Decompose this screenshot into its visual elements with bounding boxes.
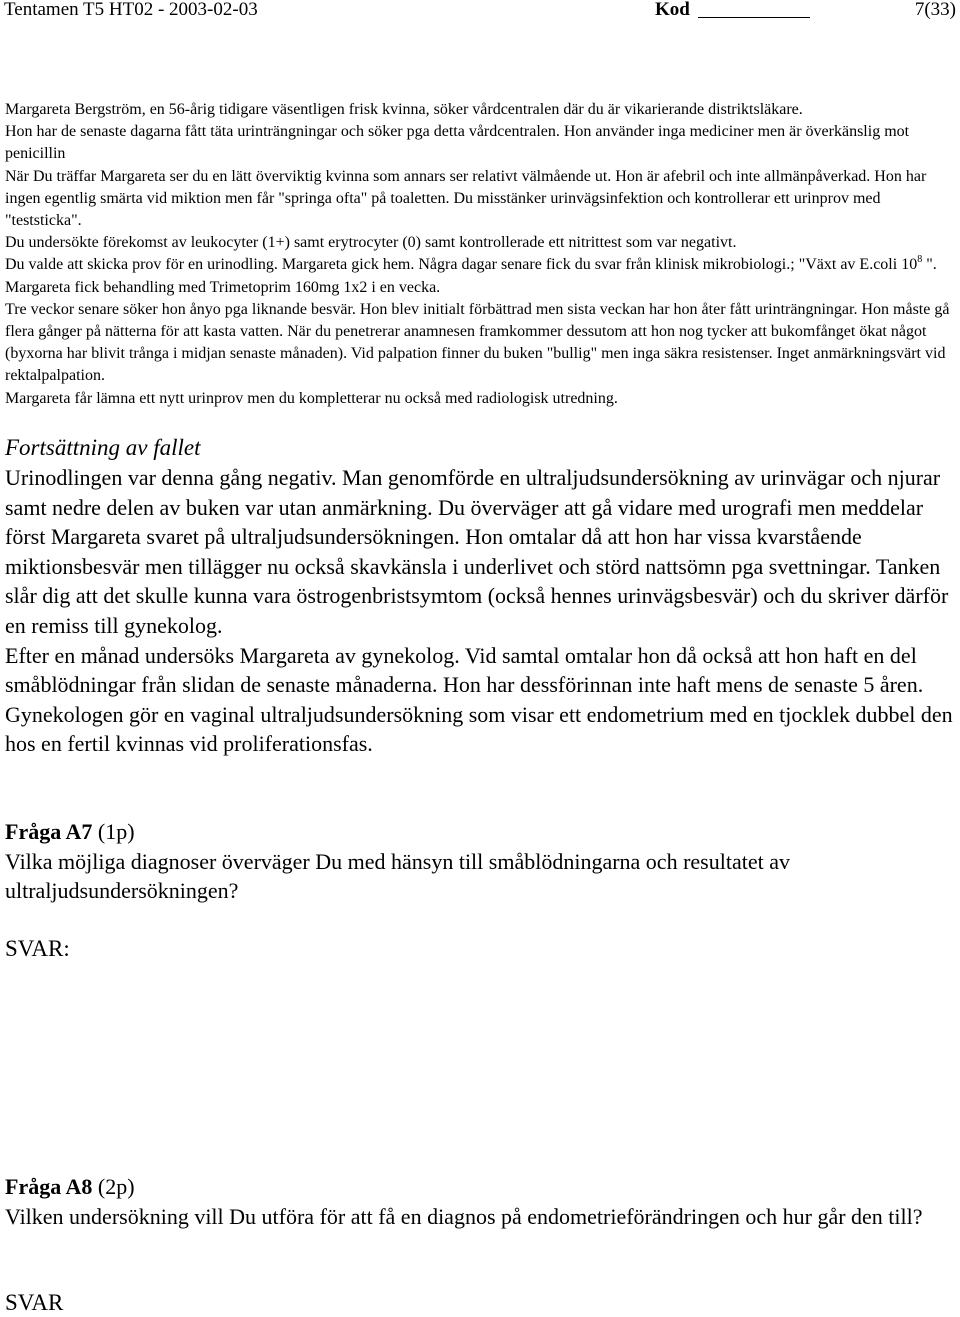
kod-blank-line: [698, 17, 810, 18]
answer-label-a8: SVAR: [5, 1290, 64, 1315]
question-points: (1p): [92, 819, 135, 844]
page-header: [4, 0, 956, 22]
page-number: 7(33): [914, 0, 956, 20]
culture-result-text: Du valde att skicka prov för en urinodling. Margareta gick hem. Några dagar senare fick du svar från klinisk mikrobiologi.; "Växt av E.coli 10: [5, 256, 918, 274]
treatment-text: ". Margareta fick behandling med Trimetoprim 160mg 1x2 i en vecka.: [5, 256, 937, 296]
case-description: [5, 99, 955, 410]
question-heading: [5, 817, 955, 847]
question-a7: [5, 817, 955, 906]
exponent: 8: [917, 254, 923, 266]
kod-label: Kod: [655, 0, 690, 20]
question-text: Vilken undersökning vill Du utföra för att få en diagnos på endometrieförändringen och hur går den till?: [5, 1203, 923, 1229]
question-a8: [5, 1172, 955, 1231]
continuation-text: [5, 463, 955, 759]
case-paragraph: [5, 254, 955, 298]
case-paragraph: Tre veckor senare söker hon ånyo pga liknande besvär. Hon blev initialt förbättrad men sista veckan har hon åter fått urinträngningar. Hon måste gå flera gånger på nätterna för att kasta vatten. När du penetrerar anamnesen framkommer dessutom att hon nog tycker att bukomfånget ökat något (byxorna har blivit trånga i midjan senaste månaden). Vid palpation finner du buken "bullig" men inga säkra resistenser. Inget anmärkningsvärt vid rektalpalpation.: [5, 300, 950, 385]
case-paragraph: Hon har de senaste dagarna fått täta urinträngningar och söker pga detta vårdcentralen. Hon använder inga mediciner men är överkänslig mot penicillin: [5, 123, 910, 163]
question-label: Fråga A7: [5, 819, 93, 844]
question-text: Vilka möjliga diagnoser överväger Du med hänsyn till småblödningarna och resultatet av ultraljudsundersökningen?: [5, 848, 790, 904]
case-paragraph: När Du träffar Margareta ser du en lätt överviktig kvinna som annars ser relativt välmående ut. Hon är afebril och inte allmänpåverkad. Hon har ingen egentlig smärta vid miktion men får "springa ofta" på toaletten. Du misstänker urinvägsinfektion och kontrollerar ett urinprov med "teststicka".: [5, 167, 927, 230]
case-paragraph: Margareta Bergström, en 56-årig tidigare väsentligen frisk kvinna, söker vårdcentralen där du är vikarierande distriktsläkare.: [5, 101, 803, 118]
answer-label-a7: SVAR:: [5, 936, 70, 961]
exam-title: Tentamen T5 HT02 - 2003-02-03: [4, 0, 258, 20]
case-paragraph: Margareta får lämna ett nytt urinprov men du kompletterar nu också med radiologisk utredning.: [5, 389, 618, 407]
continuation-heading: Fortsättning av fallet: [5, 435, 201, 460]
question-heading: [5, 1172, 955, 1202]
question-label: Fråga A8: [5, 1174, 93, 1199]
continuation-paragraph: Urinodlingen var denna gång negativ. Man genomförde en ultraljudsundersökning av urinvägar och njurar samt nedre delen av buken var utan anmärkning. Du överväger att gå vidare med urografi men meddelar först Margareta svaret på ultraljudsundersökningen. Hon omtalar då att hon har vissa kvarstående miktionsbesvär men tillägger nu också skavkänsla i underlivet och störd nattsömn pga svettningar. Tanken slår dig att det skulle kunna vara östrogenbristsymtom (också hennes urinvägsbesvär) och du skriver därför en remiss till gynekolog.: [5, 465, 949, 638]
case-paragraph: Du undersökte förekomst av leukocyter (1+) samt erytrocyter (0) samt kontrollerade ett nitrittest som var negativt.: [5, 234, 737, 252]
continuation-paragraph: Efter en månad undersöks Margareta av gynekolog. Vid samtal omtalar hon då också att hon haft en del småblödningar från slidan de senaste månaderna. Hon har dessförinnan inte haft mens de senaste 5 åren. Gynekologen gör en vaginal ultraljudsundersökning som visar ett endometrium med en tjocklek dubbel den hos en fertil kvinnas vid proliferationsfas.: [5, 642, 953, 757]
question-points: (2p): [92, 1174, 135, 1199]
